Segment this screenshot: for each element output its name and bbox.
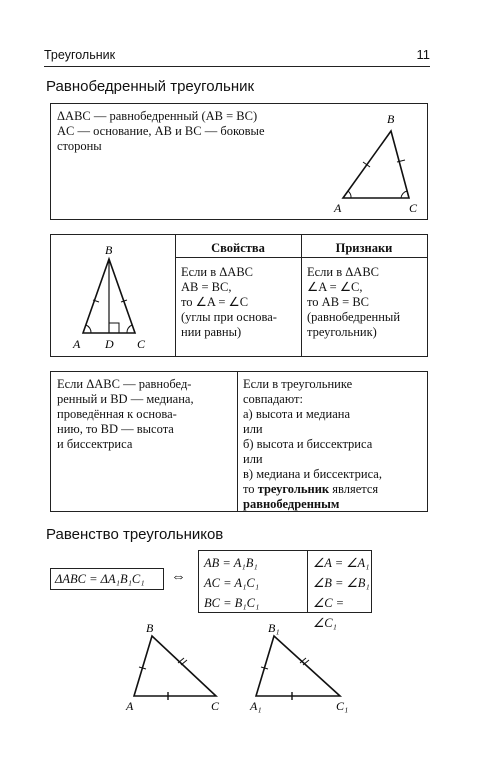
definition-line-2: AC — основание, AB и BC — боковые	[57, 124, 265, 138]
vertex-label-b: B	[105, 243, 113, 257]
properties-line: Если в ΔABC	[181, 265, 254, 279]
definition-line-3: стороны	[57, 139, 102, 153]
side-equality: AB = A₁B₁	[204, 556, 258, 570]
triangle-shape	[343, 131, 409, 198]
theorem-right-line: в) медиана и биссектриса,	[243, 467, 382, 481]
theorem-box	[50, 371, 428, 512]
theorem-right-line: или	[243, 452, 263, 466]
definition-text	[57, 109, 317, 154]
theorem-right-line: Если в треугольнике	[243, 377, 353, 391]
vertex-label-b: B	[387, 112, 395, 126]
side-equality: AC = A₁C₁	[204, 576, 260, 590]
properties-line: AB = BC,	[181, 280, 232, 294]
theorem-left-line: ренный и BD — медиана,	[57, 392, 194, 406]
header-properties: Свойства	[211, 241, 265, 255]
definition-line-1: ΔABC — равнобедренный (AB = BC)	[57, 109, 258, 123]
vertex-label-c: C	[211, 699, 220, 713]
theorem-conclusion-end	[243, 497, 421, 512]
theorem-conclusion	[243, 482, 421, 497]
theorem-left-line: Если ΔABC — равнобед-	[57, 377, 192, 391]
vertex-label-a1: A₁	[250, 699, 262, 713]
vertex-label-c: C	[137, 337, 146, 351]
equivalence-arrow: ⇔	[171, 569, 186, 585]
sides-column	[204, 553, 259, 613]
angle-arc-c	[127, 325, 132, 333]
signs-line: ∠A = ∠C,	[307, 280, 363, 294]
running-header-title: Треугольник	[44, 48, 116, 62]
conclusion-text: является	[329, 482, 379, 496]
signs-line: (равнобедренный	[307, 310, 401, 324]
isosceles-triangle-figure	[321, 104, 427, 219]
properties-line: нии равны)	[181, 325, 242, 339]
properties-table	[50, 234, 428, 357]
angle-equality: ∠C = ∠C₁	[313, 596, 345, 630]
theorem-right-line: б) высота и биссектриса	[243, 437, 373, 451]
triangle-a1b1c1-figure	[244, 618, 360, 714]
angle-arc-a	[348, 191, 351, 198]
side-equality: BC = B₁C₁	[204, 596, 260, 610]
vertex-label-a: A	[73, 337, 81, 351]
section-title-isosceles: Равнобедренный треугольник	[46, 78, 255, 95]
theorem-right-cell	[237, 373, 427, 516]
vertex-label-d: D	[105, 337, 114, 351]
signs-line: Если в ΔABC	[307, 265, 380, 279]
triangle-shape	[134, 636, 216, 696]
vertex-label-b1: B₁	[268, 621, 280, 635]
signs-cell	[301, 261, 427, 344]
vertex-label-a: A	[126, 699, 134, 713]
right-angle-mark	[109, 323, 119, 333]
angle-arc-c	[401, 191, 407, 198]
properties-line: (углы при основа-	[181, 310, 277, 324]
conclusion-bold: треугольник	[257, 482, 330, 496]
equality-box: ΔABC = ΔA₁B₁C₁	[50, 568, 164, 590]
triangle-shape	[256, 636, 340, 696]
vertex-label-a: A	[334, 201, 342, 215]
properties-line: то ∠A = ∠C	[181, 295, 249, 309]
isosceles-median-figure	[51, 235, 175, 356]
header-rule	[44, 66, 430, 67]
conclusion-bold: равнобедренным	[243, 497, 340, 511]
theorem-right-line: а) высота и медиана	[243, 407, 351, 421]
theorem-right-line: совпадают:	[243, 392, 303, 406]
conclusion-text: то	[243, 482, 258, 496]
congruence-divider	[307, 551, 308, 612]
page-number: 11	[416, 47, 430, 62]
properties-cell	[175, 261, 301, 344]
triangle-abc-figure	[118, 618, 230, 714]
header-signs: Признаки	[335, 241, 393, 255]
definition-box	[50, 103, 428, 220]
signs-line: треугольник)	[307, 325, 377, 339]
angle-equality: ∠A = ∠A₁	[313, 556, 370, 570]
angle-arc-a	[86, 325, 91, 333]
angle-equality: ∠B = ∠B₁	[313, 576, 370, 590]
theorem-left-line: и биссектриса	[57, 437, 133, 451]
congruence-table	[198, 550, 372, 630]
signs-line: то AB = BC	[307, 295, 370, 309]
tick-mark-bc-2	[181, 660, 187, 665]
theorem-left-line: проведённая к основа-	[57, 407, 177, 421]
theorem-left-line: нию, то BD — высота	[57, 422, 174, 436]
vertex-label-b: B	[146, 621, 154, 635]
section-title-congruence: Равенство треугольников	[46, 526, 224, 543]
vertex-label-c: C	[409, 201, 418, 215]
vertex-label-c1: C₁	[336, 699, 349, 713]
theorem-right-line: или	[243, 422, 263, 436]
theorem-left-cell	[51, 373, 237, 456]
